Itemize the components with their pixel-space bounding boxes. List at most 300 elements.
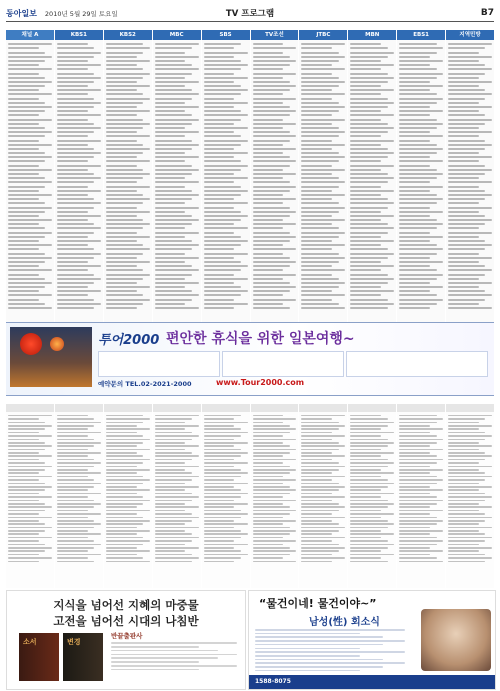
text-line [8,156,52,158]
text-line [301,73,332,75]
text-line [155,114,192,116]
text-line [204,489,241,491]
cable-info-strip [6,397,494,403]
text-line [399,52,436,54]
text-line [253,127,284,129]
text-line [57,425,94,427]
health-ad-phone: 1588-8075 [249,675,495,689]
text-line [8,140,39,142]
text-line [253,227,284,229]
text-line [106,506,137,508]
text-line [155,493,192,495]
text-line [57,265,101,267]
text-line [253,278,284,280]
text-line [155,190,192,192]
text-line [106,428,150,430]
text-line [253,486,290,488]
text-line [399,223,443,225]
text-line [8,483,45,485]
text-line [253,89,290,91]
text-line [399,449,443,451]
health-ad-description [255,627,405,673]
text-line [350,527,387,529]
text-line [8,496,52,498]
text-line [253,64,290,66]
text-line [111,650,218,652]
cable-header [446,404,494,412]
text-line [448,449,479,451]
text-line [399,307,430,309]
text-line [155,544,186,546]
text-line [301,486,345,488]
text-line [106,207,137,209]
text-line [8,81,52,83]
text-line [57,114,101,116]
program-list [299,40,347,312]
text-line [399,248,443,250]
text-line [204,89,248,91]
text-line [301,223,332,225]
program-list [397,412,445,565]
text-line [350,148,387,150]
text-line [350,43,381,45]
text-line [57,500,94,502]
text-line [253,60,297,62]
text-line [399,533,430,535]
text-line [350,510,381,512]
text-line [57,435,88,437]
text-line [8,194,52,196]
text-line [155,540,192,542]
text-line [155,240,192,242]
text-line [253,98,297,100]
text-line [106,102,143,104]
text-line [399,110,443,112]
text-line [399,261,443,263]
channel-header: 채널 A [6,30,54,40]
text-line [350,198,387,200]
banner-phone: 예약문의 TEL.02-2021-2000 [98,380,192,388]
text-line [8,85,45,87]
text-line [204,469,241,471]
text-line [57,181,94,183]
text-line [8,148,39,150]
text-line [106,544,143,546]
text-line [155,537,199,539]
text-line [253,43,284,45]
text-line [448,489,479,491]
text-line [350,81,387,83]
text-line [399,43,436,45]
text-line [155,181,199,183]
text-line [301,127,338,129]
text-line [57,520,94,522]
text-line [253,73,297,75]
text-line [301,110,338,112]
text-line [399,236,443,238]
text-line [350,261,381,263]
text-line [8,219,52,221]
text-line [204,510,241,512]
text-line [57,169,88,171]
text-line [301,173,332,175]
text-line [448,479,485,481]
text-line [448,513,485,515]
text-line [253,527,290,529]
text-line [204,299,235,301]
text-line [399,540,443,542]
text-line [106,81,137,83]
text-line [253,294,284,296]
text-line [253,466,290,468]
text-line [204,232,235,234]
text-line [57,240,101,242]
text-line [155,435,199,437]
text-line [204,503,248,505]
text-line [448,493,485,495]
text-line [448,527,492,529]
text-line [204,483,248,485]
text-line [106,561,150,563]
text-line [399,219,436,221]
text-line [155,462,186,464]
text-line [106,415,143,417]
text-line [399,68,436,70]
text-line [8,181,52,183]
text-line [350,428,381,430]
program-list [104,412,152,565]
text-line [253,102,284,104]
text-line [253,286,297,288]
text-line [155,506,199,508]
text-line [301,68,345,70]
text-line [350,294,381,296]
channel-column [348,30,396,322]
text-line [155,52,186,54]
text-line [155,269,199,271]
text-line [350,244,381,246]
text-line [350,253,394,255]
text-line [301,282,345,284]
text-line [399,64,430,66]
text-line [448,207,492,209]
cable-column [299,404,347,588]
text-line [399,102,436,104]
text-line [301,455,345,457]
text-line [204,445,235,447]
text-line [8,462,45,464]
text-line [57,517,88,519]
text-line [350,114,394,116]
text-line [399,60,443,62]
text-line [204,248,235,250]
text-line [57,119,88,121]
text-line [253,489,297,491]
text-line [57,106,94,108]
text-line [253,123,297,125]
text-line [8,523,45,525]
text-line [57,533,101,535]
text-line [106,418,150,420]
text-line [8,274,39,276]
cable-column [202,404,250,588]
text-line [448,244,492,246]
text-line [350,449,381,451]
text-line [106,445,137,447]
text-line [8,223,39,225]
text-line [106,425,137,427]
text-line [253,244,284,246]
text-line [106,278,143,280]
text-line [155,469,186,471]
text-line [448,307,492,309]
text-line [350,119,381,121]
channel-column [202,30,250,322]
text-line [57,253,101,255]
text-line [253,493,290,495]
text-line [399,93,436,95]
text-line [301,85,338,87]
text-line [57,290,101,292]
text-line [350,533,394,535]
text-line [448,462,479,464]
text-line [57,186,88,188]
text-line [350,307,387,309]
channel-header: 지역민방 [446,30,494,40]
text-line [204,169,241,171]
text-line [448,198,485,200]
text-line [399,418,443,420]
text-line [57,131,94,133]
text-line [57,462,101,464]
text-line [301,561,332,563]
text-line [399,483,436,485]
text-line [399,527,430,529]
text-line [448,110,479,112]
text-line [350,557,381,559]
text-line [204,181,235,183]
book-title: 변경 [67,638,81,646]
text-line [301,432,332,434]
text-line [8,261,45,263]
text-line [448,43,492,45]
text-line [8,442,45,444]
text-line [106,496,143,498]
text-line [253,81,290,83]
text-line [106,160,150,162]
text-line [155,177,186,179]
text-line [350,452,394,454]
text-line [253,232,290,234]
text-line [350,110,381,112]
text-line [399,135,443,137]
cable-schedule-grid [6,404,494,588]
text-line [448,286,479,288]
text-line [106,493,137,495]
text-line [8,445,52,447]
text-line [253,533,290,535]
text-line [8,307,52,309]
text-line [448,52,479,54]
text-line [106,554,137,556]
text-line [204,173,235,175]
text-line [155,215,192,217]
text-line [155,418,192,420]
text-line [57,445,94,447]
text-line [350,550,381,552]
text-line [399,513,430,515]
text-line [8,52,45,54]
text-line [155,510,186,512]
text-line [106,442,143,444]
text-line [8,114,39,116]
text-line [253,207,290,209]
text-line [106,500,150,502]
channel-column [446,30,494,322]
channel-header: KBS2 [104,30,152,40]
text-line [350,64,394,66]
text-line [350,68,381,70]
text-line [204,476,241,478]
text-line [57,190,101,192]
text-line [448,64,485,66]
text-line [155,489,186,491]
text-line [253,135,297,137]
text-line [399,190,430,192]
text-line [448,476,492,478]
text-line [448,119,492,121]
text-line [57,428,88,430]
text-line [399,486,430,488]
text-line [106,439,150,441]
text-line [204,432,248,434]
text-line [106,476,143,478]
text-line [399,253,436,255]
text-line [399,274,443,276]
text-line [155,60,186,62]
lantern-photo [10,327,92,387]
text-line [204,537,241,539]
text-line [155,472,192,474]
text-line [301,506,345,508]
text-line [106,148,150,150]
text-line [106,533,137,535]
text-line [350,442,394,444]
text-line [301,169,345,171]
text-line [8,479,39,481]
text-line [253,248,297,250]
text-line [106,181,137,183]
text-line [204,119,241,121]
page-header [6,6,494,20]
text-line [204,442,248,444]
text-line [253,510,297,512]
text-line [350,435,381,437]
text-line [8,227,45,229]
text-line [448,503,479,505]
text-line [8,500,39,502]
text-line [106,261,150,263]
text-line [448,261,479,263]
text-line [399,257,430,259]
text-line [204,303,248,305]
text-line [111,654,237,656]
text-line [301,510,338,512]
text-line [448,194,492,196]
text-line [399,98,443,100]
text-line [448,140,485,142]
text-line [106,47,150,49]
text-line [106,73,150,75]
text-line [399,85,443,87]
text-line [253,547,290,549]
text-line [301,219,345,221]
book-title: 소서 [23,638,37,646]
text-line [399,550,443,552]
text-line [350,156,387,158]
text-line [399,127,436,129]
program-list [251,412,299,565]
person-photo [421,609,491,671]
text-line [253,140,290,142]
text-line [155,459,192,461]
text-line [106,140,137,142]
text-line [57,198,94,200]
text-line [204,265,248,267]
text-line [106,294,143,296]
text-line [8,73,39,75]
program-list [202,40,250,312]
book-ad-headline: 지식을 넘어선 지혜의 마중물 [53,598,199,612]
text-line [57,102,101,104]
text-line [204,135,241,137]
text-line [155,503,186,505]
text-line [253,540,297,542]
text-line [253,265,290,267]
text-line [350,131,387,133]
text-line [301,93,345,95]
text-line [448,236,479,238]
text-line [57,547,94,549]
text-line [253,435,284,437]
text-line [350,165,394,167]
text-line [106,286,150,288]
text-line [155,483,186,485]
text-line [448,432,485,434]
text-line [204,257,235,259]
text-line [301,240,332,242]
text-line [155,68,199,70]
text-line [301,215,332,217]
text-line [57,81,94,83]
text-line [350,439,387,441]
text-line [57,442,101,444]
text-line [253,274,297,276]
text-line [301,435,345,437]
text-line [253,194,284,196]
text-line [448,466,492,468]
text-line [8,173,39,175]
text-line [350,160,381,162]
text-line [253,479,297,481]
text-line [448,455,492,457]
text-line [448,173,485,175]
text-line [57,68,88,70]
text-line [204,523,248,525]
text-line [448,177,479,179]
text-line [350,489,381,491]
text-line [155,236,186,238]
